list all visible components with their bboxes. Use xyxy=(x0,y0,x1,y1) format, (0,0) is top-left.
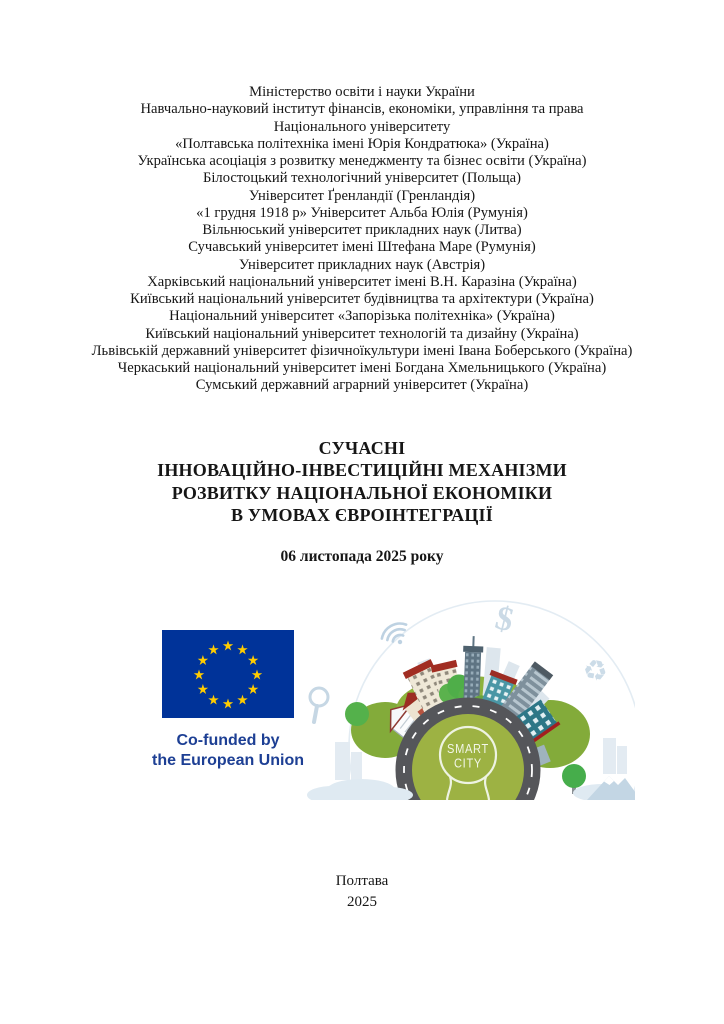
imprint xyxy=(0,871,724,913)
wifi-icon xyxy=(379,619,414,651)
institution-line: Навчально-науковий інститут фінансів, економіки, управління та права xyxy=(140,101,584,118)
institution-line: Харківський національний університет імені В.Н. Каразіна (Україна) xyxy=(147,273,577,290)
title-line: СУЧАСНІ xyxy=(318,438,406,458)
institution-line: Національний університет «Запорізька політехніка» (Україна) xyxy=(169,308,555,325)
smart-city-illustration xyxy=(295,592,635,800)
imprint-year: 2025 xyxy=(347,894,377,910)
institution-line: Українська асоціація з розвитку менеджменту та бізнес освіти (Україна) xyxy=(137,153,587,169)
title-line: ІННОВАЦІЙНО-ІНВЕСТИЦІЙНІ МЕХАНІЗМИ xyxy=(157,460,567,481)
eu-caption xyxy=(140,731,316,770)
title-line: В УМОВАХ ЄВРОІНТЕГРАЦІЇ xyxy=(231,505,493,526)
institution-line: Київський національний університет технологій та дизайну (Україна) xyxy=(145,325,579,342)
institution-line: «1 грудня 1918 р» Університет Альба Юлія (Румунія) xyxy=(196,204,528,221)
imprint-city: Полтава xyxy=(335,873,389,889)
institution-line: Сумський державний аграрний університет (Україна) xyxy=(195,377,529,394)
institution-line: Університет Ґренландії (Гренландія) xyxy=(248,187,476,204)
smart-city-label-line2: CITY xyxy=(454,756,482,771)
conference-date: 06 листопада 2025 року xyxy=(280,548,444,565)
eu-funding-logo xyxy=(140,630,316,770)
institution-line: Білостоцький технологічний університет (Польща) xyxy=(203,170,521,187)
eu-caption-line2: the European Union xyxy=(152,751,304,769)
logos-row xyxy=(0,592,724,804)
institution-line: Черкаський національний університет імені Богдана Хмельницького (Україна) xyxy=(117,360,607,376)
eu-caption-line1: Co-funded by xyxy=(176,732,280,749)
institution-line: Львівській державний університет фізичноїкультури імені Івана Боберського (Україна) xyxy=(91,342,633,359)
conference-title xyxy=(0,437,724,527)
institution-line: Університет прикладних наук (Австрія) xyxy=(238,256,486,273)
recycle-icon: ♻ xyxy=(580,654,611,689)
institution-line: Вільнюський університет прикладних наук (Литва) xyxy=(202,222,522,238)
institution-line: «Полтавська політехніка імені Юрія Кондратюка» (Україна) xyxy=(175,135,549,152)
institution-line: Міністерство освіти і науки України xyxy=(249,84,475,100)
title-line: РОЗВИТКУ НАЦІОНАЛЬНОЇ ЕКОНОМІКИ xyxy=(171,482,553,503)
institutions-list xyxy=(10,84,714,395)
institution-line: Національного університету xyxy=(273,118,451,135)
smart-city-label-line1: SMART xyxy=(447,742,489,756)
dollar-icon: $ xyxy=(491,599,518,640)
institution-line: Київський національний університет будівництва та архітектури (Україна) xyxy=(130,291,594,307)
institution-line: Сучавський університет імені Штефана Маре (Румунія) xyxy=(188,239,536,256)
magnifier-icon xyxy=(310,688,328,722)
eu-flag-icon xyxy=(162,630,294,718)
